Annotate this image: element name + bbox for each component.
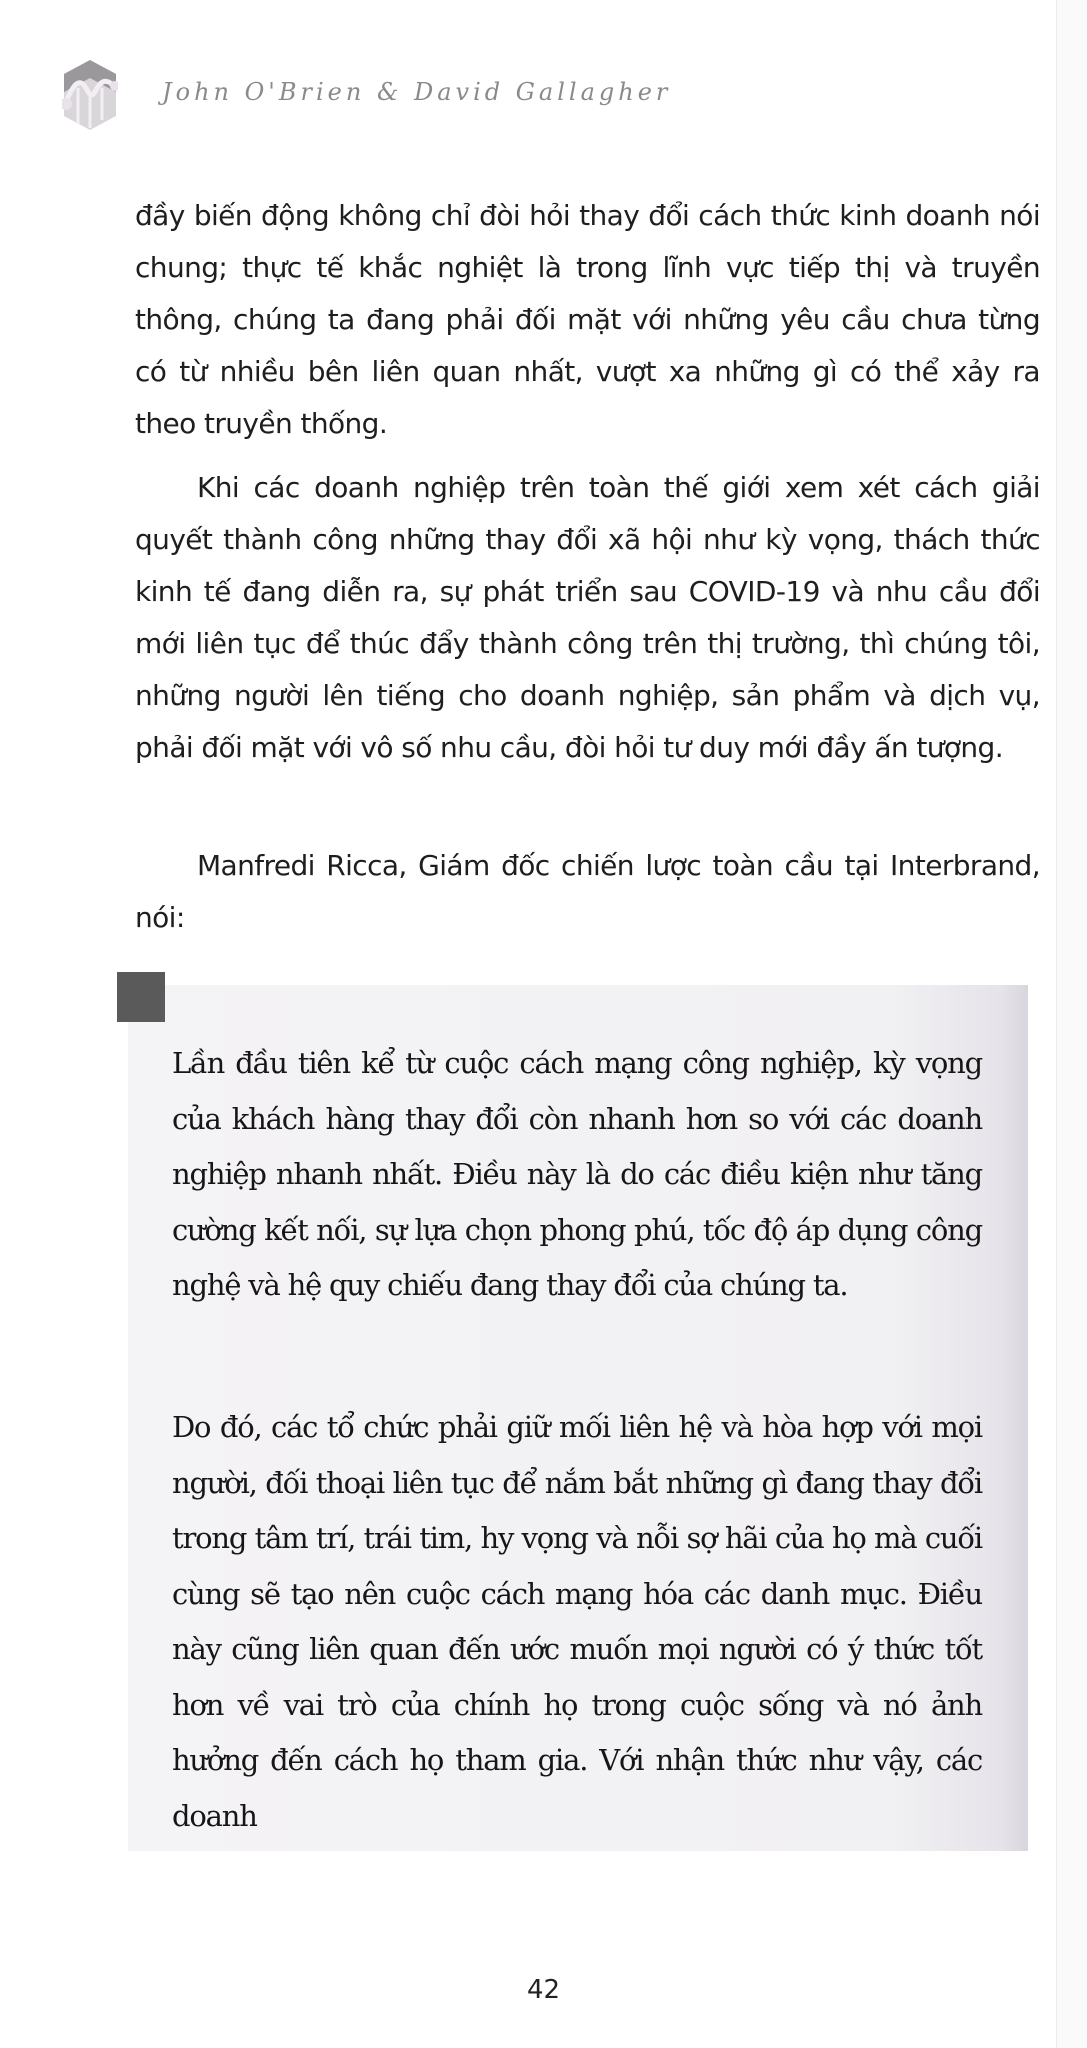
- paragraph-text: Manfredi Ricca, Giám đốc chiến lược toàn cầu tại Interbrand, nói:: [135, 849, 1040, 934]
- publisher-hexagon-logo-icon: [62, 58, 118, 134]
- running-head-authors: John O'Brien & David Gallagher: [162, 78, 672, 106]
- quote-square-marker-icon: [117, 972, 165, 1022]
- quote-paragraph-2: [172, 1400, 982, 1844]
- body-paragraph-1: [135, 190, 1040, 450]
- paragraph-text: Khi các doanh nghiệp trên toàn thế giới xem xét cách giải quyết thành công những thay đổi xã hội như kỳ vọng, thách thức kinh tế đang diễn ra, sự phát triển sau COVID-19 và nhu cầu đổi mới liên tục để thúc đẩy thành công trên thị trường, thì chúng tôi, những người lên tiếng cho doanh nghiệp, sản phẩm và dịch vụ, phải đối mặt với vô số nhu cầu, đòi hỏi tư duy mới đầy ấn tượng.: [135, 471, 1040, 764]
- body-paragraph-3: [135, 840, 1040, 944]
- page-number: 42: [526, 1975, 561, 2005]
- quote-paragraph-1: [172, 1036, 982, 1314]
- quote-text: Lần đầu tiên kể từ cuộc cách mạng công nghiệp, kỳ vọng của khách hàng thay đổi còn nhanh hơn so với các doanh nghiệp nhanh nhất. Điều này là do các điều kiện như tăng cường kết nối, sự lựa chọn phong phú, tốc độ áp dụng công nghệ và hệ quy chiếu đang thay đổi của chúng ta.: [172, 1046, 982, 1302]
- page-edge: [1056, 0, 1087, 2048]
- paragraph-text: đầy biến động không chỉ đòi hỏi thay đổi cách thức kinh doanh nói chung; thực tế khắc nghiệt là trong lĩnh vực tiếp thị và truyền thông, chúng ta đang phải đối mặt với những yêu cầu chưa từng có từ nhiều bên liên quan nhất, vượt xa những gì có thể xảy ra theo truyền thống.: [135, 199, 1040, 440]
- quote-text: Do đó, các tổ chức phải giữ mối liên hệ và hòa hợp với mọi người, đối thoại liên tục để nắm bắt những gì đang thay đổi trong tâm trí, trái tim, hy vọng và nỗi sợ hãi của họ mà cuối cùng sẽ tạo nên cuộc cách mạng hóa các danh mục. Điều này cũng liên quan đến ước muốn mọi người có ý thức tốt hơn về vai trò của chính họ trong cuộc sống và nó ảnh hưởng đến cách họ tham gia. Với nhận thức như vậy, các doanh: [172, 1410, 982, 1833]
- body-paragraph-2: [135, 462, 1040, 774]
- running-header: [62, 56, 762, 136]
